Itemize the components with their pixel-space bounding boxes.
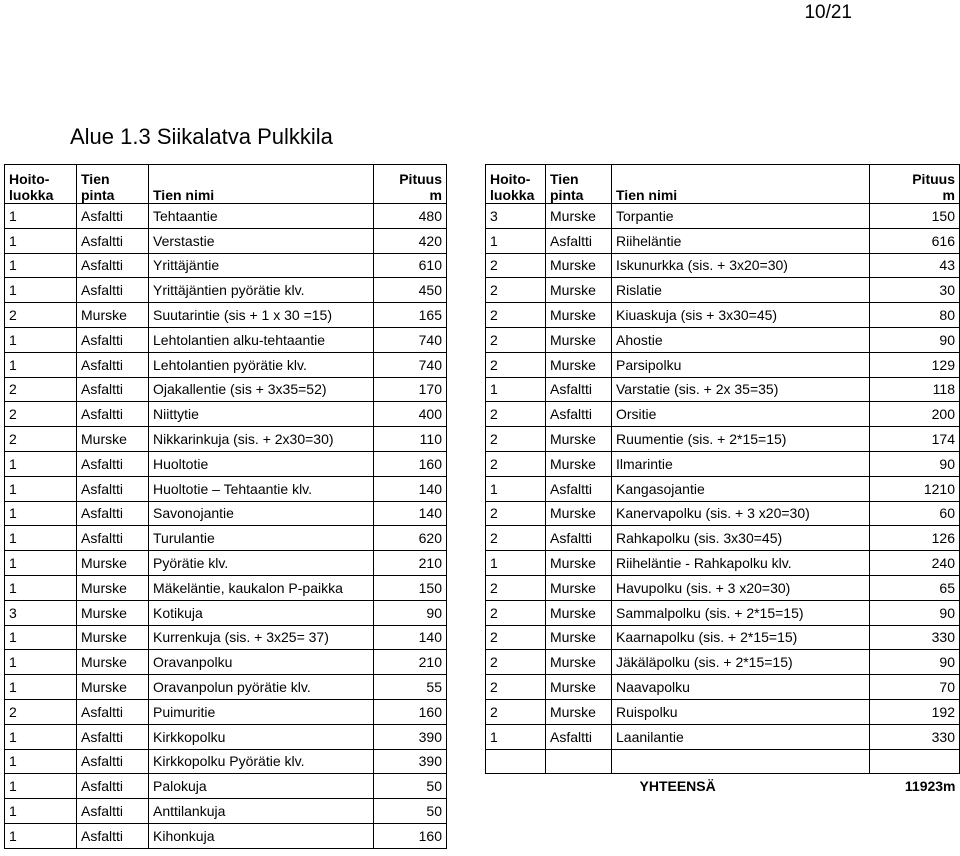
surface-cell: Asfaltti bbox=[77, 352, 149, 377]
table-row bbox=[5, 476, 447, 501]
class-cell: 1 bbox=[486, 377, 546, 402]
table-row bbox=[486, 625, 960, 650]
road-name-cell: Kangasojantie bbox=[612, 476, 870, 501]
surface-cell: Murske bbox=[77, 575, 149, 600]
table-row bbox=[5, 327, 447, 352]
surface-cell: Murske bbox=[546, 699, 612, 724]
surface-cell: Asfaltti bbox=[77, 526, 149, 551]
surface-cell: Asfaltti bbox=[77, 476, 149, 501]
length-cell: 740 bbox=[374, 327, 447, 352]
table-header-row bbox=[5, 165, 447, 204]
surface-cell: Asfaltti bbox=[546, 476, 612, 501]
length-cell: 65 bbox=[870, 575, 960, 600]
header-length: Pituus m bbox=[870, 165, 960, 204]
length-cell: 140 bbox=[374, 476, 447, 501]
road-name-cell: Lehtolantien pyörätie klv. bbox=[149, 352, 374, 377]
surface-cell: Asfaltti bbox=[77, 501, 149, 526]
road-name-cell: Puimuritie bbox=[149, 699, 374, 724]
class-cell: 2 bbox=[486, 501, 546, 526]
length-cell: 50 bbox=[374, 774, 447, 799]
table-row bbox=[486, 724, 960, 749]
road-name-cell: Rislatie bbox=[612, 278, 870, 303]
class-cell: 1 bbox=[5, 476, 77, 501]
class-cell: 1 bbox=[5, 675, 77, 700]
length-cell: 150 bbox=[374, 575, 447, 600]
table-row bbox=[486, 303, 960, 328]
length-cell: 610 bbox=[374, 253, 447, 278]
table-row bbox=[486, 551, 960, 576]
class-cell: 2 bbox=[486, 625, 546, 650]
header-class: Hoito- luokka bbox=[5, 165, 77, 204]
empty-cell bbox=[546, 749, 612, 774]
table-row bbox=[5, 749, 447, 774]
road-name-cell: Parsipolku bbox=[612, 352, 870, 377]
total-row bbox=[486, 774, 960, 798]
surface-cell: Murske bbox=[77, 551, 149, 576]
header-surface: Tien pinta bbox=[77, 165, 149, 204]
class-cell: 2 bbox=[486, 675, 546, 700]
surface-cell: Murske bbox=[546, 253, 612, 278]
table-row bbox=[5, 204, 447, 229]
class-cell: 1 bbox=[5, 526, 77, 551]
class-cell: 1 bbox=[5, 650, 77, 675]
length-cell: 160 bbox=[374, 699, 447, 724]
table-row bbox=[5, 402, 447, 427]
class-cell: 2 bbox=[5, 303, 77, 328]
length-cell: 616 bbox=[870, 228, 960, 253]
class-cell: 1 bbox=[5, 501, 77, 526]
class-cell: 1 bbox=[486, 724, 546, 749]
length-cell: 200 bbox=[870, 402, 960, 427]
table-row bbox=[5, 600, 447, 625]
table-row bbox=[486, 253, 960, 278]
table-header-row bbox=[486, 165, 960, 204]
class-cell: 2 bbox=[486, 402, 546, 427]
class-cell: 1 bbox=[486, 228, 546, 253]
table-row bbox=[5, 427, 447, 452]
table-row bbox=[486, 699, 960, 724]
empty-cell bbox=[486, 749, 546, 774]
table-row bbox=[5, 625, 447, 650]
empty-row bbox=[486, 749, 960, 774]
road-name-cell: Jäkäläpolku (sis. + 2*15=15) bbox=[612, 650, 870, 675]
road-name-cell: Nikkarinkuja (sis. + 2x30=30) bbox=[149, 427, 374, 452]
surface-cell: Murske bbox=[77, 625, 149, 650]
class-cell: 1 bbox=[486, 476, 546, 501]
surface-cell: Murske bbox=[546, 278, 612, 303]
road-name-cell: Kirkkopolku Pyörätie klv. bbox=[149, 749, 374, 774]
table-row bbox=[486, 451, 960, 476]
class-cell: 3 bbox=[5, 600, 77, 625]
class-cell: 2 bbox=[486, 600, 546, 625]
length-cell: 140 bbox=[374, 501, 447, 526]
length-cell: 90 bbox=[870, 327, 960, 352]
table-row bbox=[5, 228, 447, 253]
road-name-cell: Orsitie bbox=[612, 402, 870, 427]
class-cell: 1 bbox=[5, 774, 77, 799]
class-cell: 2 bbox=[486, 352, 546, 377]
class-cell: 2 bbox=[5, 427, 77, 452]
class-cell: 1 bbox=[5, 823, 77, 848]
road-name-cell: Ruumentie (sis. + 2*15=15) bbox=[612, 427, 870, 452]
surface-cell: Asfaltti bbox=[77, 749, 149, 774]
surface-cell: Asfaltti bbox=[77, 253, 149, 278]
table-row bbox=[5, 675, 447, 700]
table-row bbox=[486, 650, 960, 675]
surface-cell: Murske bbox=[546, 501, 612, 526]
road-name-cell: Sammalpolku (sis. + 2*15=15) bbox=[612, 600, 870, 625]
total-value: 11923m bbox=[904, 778, 956, 795]
road-name-cell: Niittytie bbox=[149, 402, 374, 427]
surface-cell: Murske bbox=[546, 625, 612, 650]
table-row bbox=[486, 675, 960, 700]
surface-cell: Murske bbox=[77, 675, 149, 700]
table-row bbox=[486, 427, 960, 452]
table-row bbox=[486, 476, 960, 501]
length-cell: 330 bbox=[870, 625, 960, 650]
class-cell: 1 bbox=[5, 204, 77, 229]
length-cell: 90 bbox=[870, 451, 960, 476]
road-table-left bbox=[4, 164, 447, 849]
header-class: Hoito- luokka bbox=[486, 165, 546, 204]
road-name-cell: Iskunurkka (sis. + 3x20=30) bbox=[612, 253, 870, 278]
class-cell: 2 bbox=[486, 253, 546, 278]
length-cell: 450 bbox=[374, 278, 447, 303]
table-row bbox=[5, 551, 447, 576]
surface-cell: Asfaltti bbox=[546, 724, 612, 749]
table-row bbox=[486, 501, 960, 526]
road-name-cell: Oravanpolku bbox=[149, 650, 374, 675]
table-row bbox=[486, 526, 960, 551]
surface-cell: Asfaltti bbox=[77, 402, 149, 427]
surface-cell: Murske bbox=[77, 303, 149, 328]
length-cell: 150 bbox=[870, 204, 960, 229]
length-cell: 129 bbox=[870, 352, 960, 377]
table-row bbox=[5, 526, 447, 551]
surface-cell: Murske bbox=[546, 650, 612, 675]
table-row bbox=[5, 823, 447, 848]
surface-cell: Asfaltti bbox=[77, 724, 149, 749]
length-cell: 390 bbox=[374, 749, 447, 774]
table-row bbox=[5, 774, 447, 799]
road-table-right bbox=[485, 164, 960, 798]
table-row bbox=[486, 352, 960, 377]
road-name-cell: Yrittäjäntie bbox=[149, 253, 374, 278]
length-cell: 174 bbox=[870, 427, 960, 452]
table-row bbox=[5, 451, 447, 476]
road-name-cell: Kotikuja bbox=[149, 600, 374, 625]
class-cell: 3 bbox=[486, 204, 546, 229]
page-number: 10/21 bbox=[804, 2, 852, 23]
road-name-cell: Havupolku (sis. + 3 x20=30) bbox=[612, 575, 870, 600]
empty-cell bbox=[870, 749, 960, 774]
surface-cell: Murske bbox=[546, 551, 612, 576]
road-name-cell: Pyörätie klv. bbox=[149, 551, 374, 576]
class-cell: 2 bbox=[5, 402, 77, 427]
length-cell: 160 bbox=[374, 823, 447, 848]
class-cell: 1 bbox=[5, 799, 77, 824]
road-name-cell: Naavapolku bbox=[612, 675, 870, 700]
surface-cell: Asfaltti bbox=[77, 799, 149, 824]
surface-cell: Murske bbox=[546, 575, 612, 600]
table-row bbox=[486, 377, 960, 402]
length-cell: 126 bbox=[870, 526, 960, 551]
class-cell: 1 bbox=[5, 724, 77, 749]
table-row bbox=[5, 303, 447, 328]
road-name-cell: Riiheläntie bbox=[612, 228, 870, 253]
surface-cell: Murske bbox=[77, 600, 149, 625]
length-cell: 1210 bbox=[870, 476, 960, 501]
length-cell: 165 bbox=[374, 303, 447, 328]
table-row bbox=[486, 228, 960, 253]
length-cell: 118 bbox=[870, 377, 960, 402]
table-row bbox=[5, 352, 447, 377]
road-name-cell: Rahkapolku (sis. 3x30=45) bbox=[612, 526, 870, 551]
class-cell: 1 bbox=[486, 551, 546, 576]
class-cell: 1 bbox=[5, 253, 77, 278]
surface-cell: Murske bbox=[77, 650, 149, 675]
class-cell: 2 bbox=[5, 699, 77, 724]
class-cell: 1 bbox=[5, 451, 77, 476]
class-cell: 2 bbox=[486, 278, 546, 303]
class-cell: 2 bbox=[486, 327, 546, 352]
surface-cell: Asfaltti bbox=[77, 228, 149, 253]
road-name-cell: Kaarnapolku (sis. + 2*15=15) bbox=[612, 625, 870, 650]
header-length: Pituus m bbox=[374, 165, 447, 204]
table-row bbox=[5, 253, 447, 278]
road-name-cell: Varstatie (sis. + 2x 35=35) bbox=[612, 377, 870, 402]
road-name-cell: Savonojantie bbox=[149, 501, 374, 526]
header-name: Tien nimi bbox=[149, 165, 374, 204]
length-cell: 43 bbox=[870, 253, 960, 278]
road-name-cell: Mäkeläntie, kaukalon P-paikka bbox=[149, 575, 374, 600]
table-row bbox=[5, 575, 447, 600]
surface-cell: Asfaltti bbox=[546, 526, 612, 551]
length-cell: 170 bbox=[374, 377, 447, 402]
table-row bbox=[486, 402, 960, 427]
class-cell: 2 bbox=[486, 575, 546, 600]
length-cell: 330 bbox=[870, 724, 960, 749]
length-cell: 50 bbox=[374, 799, 447, 824]
class-cell: 1 bbox=[5, 749, 77, 774]
surface-cell: Asfaltti bbox=[77, 377, 149, 402]
length-cell: 390 bbox=[374, 724, 447, 749]
length-cell: 90 bbox=[870, 650, 960, 675]
table-row bbox=[5, 278, 447, 303]
table-row bbox=[5, 501, 447, 526]
table-row bbox=[486, 575, 960, 600]
road-name-cell: Kanervapolku (sis. + 3 x20=30) bbox=[612, 501, 870, 526]
table-row bbox=[5, 650, 447, 675]
class-cell: 2 bbox=[486, 451, 546, 476]
class-cell: 1 bbox=[5, 575, 77, 600]
table-row bbox=[5, 799, 447, 824]
length-cell: 480 bbox=[374, 204, 447, 229]
length-cell: 210 bbox=[374, 551, 447, 576]
header-surface: Tien pinta bbox=[546, 165, 612, 204]
empty-cell bbox=[612, 749, 870, 774]
length-cell: 90 bbox=[374, 600, 447, 625]
road-name-cell: Huoltotie bbox=[149, 451, 374, 476]
road-name-cell: Kurrenkuja (sis. + 3x25= 37) bbox=[149, 625, 374, 650]
table-row bbox=[5, 377, 447, 402]
class-cell: 1 bbox=[5, 228, 77, 253]
road-name-cell: Ilmarintie bbox=[612, 451, 870, 476]
surface-cell: Murske bbox=[546, 327, 612, 352]
surface-cell: Asfaltti bbox=[77, 278, 149, 303]
surface-cell: Asfaltti bbox=[546, 228, 612, 253]
length-cell: 110 bbox=[374, 427, 447, 452]
table-row bbox=[486, 204, 960, 229]
road-name-cell: Laanilantie bbox=[612, 724, 870, 749]
surface-cell: Murske bbox=[77, 427, 149, 452]
length-cell: 30 bbox=[870, 278, 960, 303]
surface-cell: Asfaltti bbox=[77, 204, 149, 229]
length-cell: 620 bbox=[374, 526, 447, 551]
surface-cell: Murske bbox=[546, 204, 612, 229]
surface-cell: Murske bbox=[546, 451, 612, 476]
road-name-cell: Kiuaskuja (sis + 3x30=45) bbox=[612, 303, 870, 328]
class-cell: 1 bbox=[5, 327, 77, 352]
surface-cell: Murske bbox=[546, 427, 612, 452]
road-name-cell: Yrittäjäntien pyörätie klv. bbox=[149, 278, 374, 303]
length-cell: 55 bbox=[374, 675, 447, 700]
area-title: Alue 1.3 Siikalatva Pulkkila bbox=[70, 124, 333, 149]
length-cell: 140 bbox=[374, 625, 447, 650]
length-cell: 192 bbox=[870, 699, 960, 724]
surface-cell: Asfaltti bbox=[77, 699, 149, 724]
road-name-cell: Riiheläntie - Rahkapolku klv. bbox=[612, 551, 870, 576]
road-name-cell: Ahostie bbox=[612, 327, 870, 352]
length-cell: 90 bbox=[870, 600, 960, 625]
length-cell: 60 bbox=[870, 501, 960, 526]
table-row bbox=[486, 600, 960, 625]
header-name: Tien nimi bbox=[612, 165, 870, 204]
road-name-cell: Ojakallentie (sis + 3x35=52) bbox=[149, 377, 374, 402]
road-name-cell: Kirkkopolku bbox=[149, 724, 374, 749]
road-name-cell: Kihonkuja bbox=[149, 823, 374, 848]
length-cell: 210 bbox=[374, 650, 447, 675]
surface-cell: Murske bbox=[546, 352, 612, 377]
class-cell: 2 bbox=[486, 699, 546, 724]
total-label: YHTEENSÄ bbox=[639, 778, 716, 795]
surface-cell: Asfaltti bbox=[546, 377, 612, 402]
length-cell: 420 bbox=[374, 228, 447, 253]
table-row bbox=[5, 724, 447, 749]
surface-cell: Murske bbox=[546, 675, 612, 700]
road-name-cell: Verstastie bbox=[149, 228, 374, 253]
road-name-cell: Tehtaantie bbox=[149, 204, 374, 229]
length-cell: 740 bbox=[374, 352, 447, 377]
road-name-cell: Oravanpolun pyörätie klv. bbox=[149, 675, 374, 700]
total-spacer bbox=[486, 774, 612, 798]
road-name-cell: Ruispolku bbox=[612, 699, 870, 724]
class-cell: 1 bbox=[5, 551, 77, 576]
length-cell: 240 bbox=[870, 551, 960, 576]
surface-cell: Asfaltti bbox=[546, 402, 612, 427]
class-cell: 2 bbox=[486, 303, 546, 328]
length-cell: 160 bbox=[374, 451, 447, 476]
road-name-cell: Huoltotie – Tehtaantie klv. bbox=[149, 476, 374, 501]
class-cell: 2 bbox=[486, 650, 546, 675]
table-row bbox=[5, 699, 447, 724]
length-cell: 70 bbox=[870, 675, 960, 700]
table-row bbox=[486, 278, 960, 303]
class-cell: 1 bbox=[5, 625, 77, 650]
class-cell: 1 bbox=[5, 352, 77, 377]
class-cell: 1 bbox=[5, 278, 77, 303]
surface-cell: Asfaltti bbox=[77, 327, 149, 352]
surface-cell: Asfaltti bbox=[77, 823, 149, 848]
surface-cell: Asfaltti bbox=[77, 451, 149, 476]
length-cell: 80 bbox=[870, 303, 960, 328]
table-row bbox=[486, 327, 960, 352]
road-name-cell: Suutarintie (sis + 1 x 30 =15) bbox=[149, 303, 374, 328]
class-cell: 2 bbox=[486, 526, 546, 551]
surface-cell: Asfaltti bbox=[77, 774, 149, 799]
surface-cell: Murske bbox=[546, 303, 612, 328]
road-name-cell: Palokuja bbox=[149, 774, 374, 799]
surface-cell: Murske bbox=[546, 600, 612, 625]
road-name-cell: Anttilankuja bbox=[149, 799, 374, 824]
class-cell: 2 bbox=[486, 427, 546, 452]
road-name-cell: Lehtolantien alku-tehtaantie bbox=[149, 327, 374, 352]
class-cell: 2 bbox=[5, 377, 77, 402]
road-name-cell: Turulantie bbox=[149, 526, 374, 551]
road-name-cell: Torpantie bbox=[612, 204, 870, 229]
length-cell: 400 bbox=[374, 402, 447, 427]
